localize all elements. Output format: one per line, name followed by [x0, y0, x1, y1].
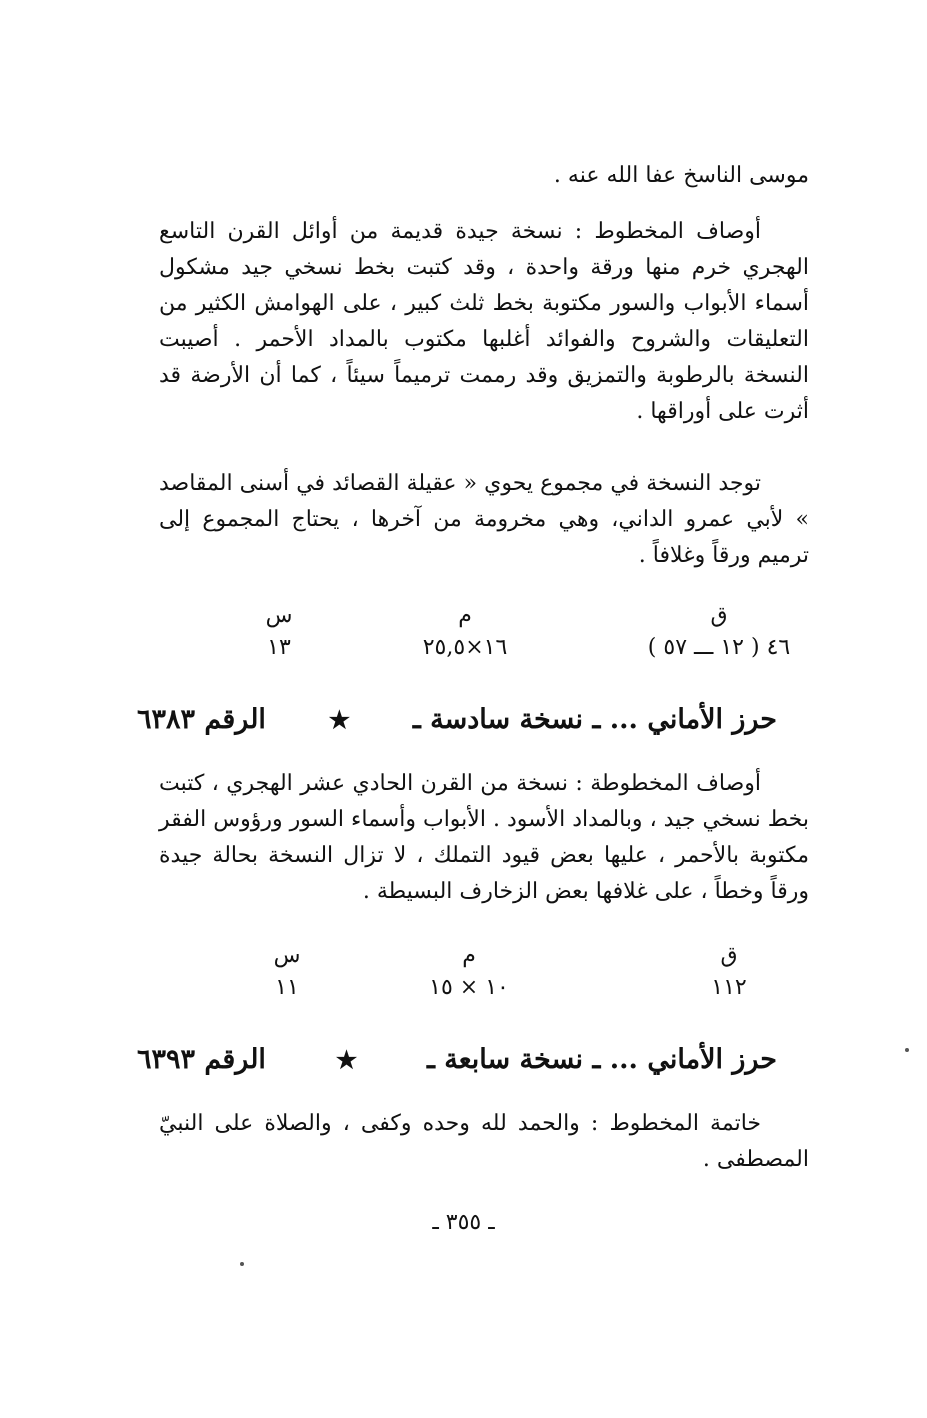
description-text-2: أوصاف المخطوطة : نسخة من القرن الحادي عشر الهجري ، كتبت بخط نسخي جيد ، وبالمداد الأسود . الأبواب وأسماء السور ورؤوس الفقر مكتوبة بالأحمر ، عليها بعض قيود التملك ، لا تزال النسخة بحالة جيدة ورقاً وخطاً ، على غلافها بعض الزخارف البسيطة .: [159, 771, 809, 904]
heading-title-3: حرز الأماني ... ـ نسخة سابعة ـ: [426, 1044, 777, 1075]
continuation-text: موسى الناسخ عفا الله عنه .: [553, 163, 809, 188]
stat-q-label-1: ق: [710, 603, 728, 628]
stat-m-label-2: م: [462, 943, 476, 968]
stat-s-label-2: س: [273, 943, 301, 968]
stat-m-value-1: ١٦×٢٥,٥: [422, 635, 508, 660]
heading-title-2: حرز الأماني ... ـ نسخة سادسة ـ: [412, 704, 777, 735]
star-icon: ★: [335, 1045, 358, 1074]
ending-text-3: خاتمة المخطوط : والحمد لله وحده وكفى ، والصلاة على النبيّ المصطفى .: [159, 1111, 809, 1172]
section-heading-3: [137, 1040, 777, 1080]
stat-m-1: [365, 600, 565, 664]
star-icon: ★: [328, 705, 351, 734]
stat-s-label-1: س: [265, 603, 293, 628]
manuscript-location-1: [159, 466, 809, 574]
heading-number-3: الرقم ٦٣٩٣: [137, 1044, 266, 1075]
stat-q-2: [629, 940, 829, 1004]
stat-s-2: [187, 940, 387, 1004]
page-number: ـ ٣٥٥ ـ: [432, 1210, 495, 1235]
heading-number-2: الرقم ٦٣٨٣: [137, 704, 266, 735]
section-heading-2: [137, 700, 777, 740]
stat-q-label-2: ق: [720, 943, 738, 968]
continuation-line: [159, 158, 809, 194]
stat-q-value-1: ٤٦ ( ١٢ ـــ ٥٧ ): [647, 635, 791, 660]
stat-q-1: [619, 600, 819, 664]
stat-s-1: [179, 600, 379, 664]
stat-s-value-1: ١٣: [267, 635, 291, 660]
location-text-1: توجد النسخة في مجموع يحوي « عقيلة القصائد في أسنى المقاصد » لأبي عمرو الداني، وهي مخرومة من آخرها ، يحتاج المجموع إلى ترميم ورقاً وغلافاً .: [159, 471, 809, 568]
manuscript-ending-3: [159, 1106, 809, 1178]
manuscript-description-2: [159, 766, 809, 910]
scan-speck: [240, 1262, 244, 1266]
stat-s-value-2: ١١: [275, 975, 299, 1000]
stat-m-2: [369, 940, 569, 1004]
stat-q-value-2: ١١٢: [711, 975, 747, 1000]
stat-m-label-1: م: [458, 603, 472, 628]
description-text-1: أوصاف المخطوط : نسخة جيدة قديمة من أوائل القرن التاسع الهجري خرم منها ورقة واحدة ، وقد كتبت بخط نسخي جيد مشكول أسماء الأبواب والسور مكتوبة بخط ثلث كبير ، على الهوامش الكثير من التعليقات والشروح والفوائد أغلبها مكتوب بالمداد الأحمر . أصيبت النسخة بالرطوبة والتمزيق وقد رممت ترميماً سيئاً ، كما أن الأرضة قد أثرت على أوراقها .: [159, 219, 809, 424]
manuscript-description-1: [159, 214, 809, 430]
stat-m-value-2: ١٠ × ١٥: [429, 975, 509, 1000]
scan-speck: [905, 1048, 909, 1052]
